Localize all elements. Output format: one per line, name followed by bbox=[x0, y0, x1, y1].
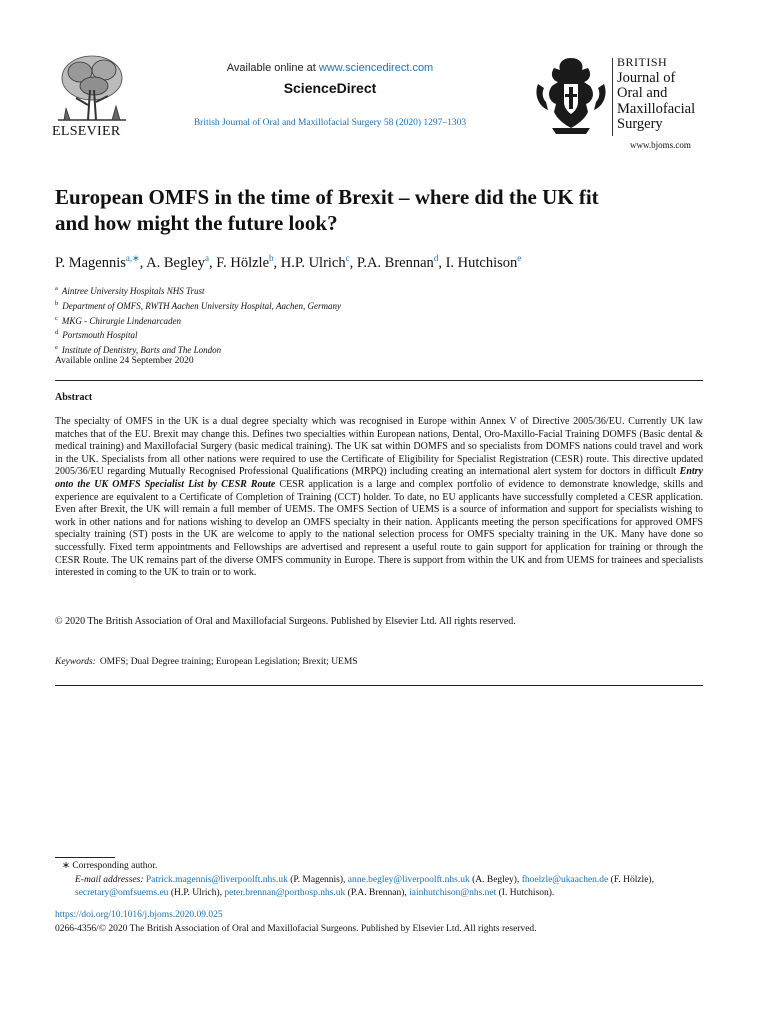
bjoms-crest-icon bbox=[532, 54, 610, 138]
affiliation-key: e bbox=[55, 344, 58, 352]
platform-name: ScienceDirect bbox=[283, 80, 377, 96]
author-affil-link[interactable]: e bbox=[517, 253, 522, 263]
author-affil-link[interactable]: a,∗ bbox=[125, 253, 140, 263]
center-header bbox=[160, 62, 500, 128]
email-link[interactable]: Patrick.magennis@liverpoolft.nhs.uk bbox=[145, 875, 288, 885]
keywords-line bbox=[55, 657, 358, 667]
doi-link[interactable]: https://doi.org/10.1016/j.bjoms.2020.09.025 bbox=[55, 910, 223, 920]
author-affil-link[interactable]: c bbox=[345, 253, 350, 263]
availability-text: Available online at bbox=[226, 62, 319, 74]
author-name: A. Begley bbox=[146, 254, 205, 271]
author-affil-link[interactable]: d bbox=[433, 253, 439, 263]
affiliation-text: Portsmouth Hospital bbox=[62, 330, 138, 341]
author-list: P. Magennis$^{a,∗}$, A. Begley$^a$, F. Hölzle$^b$, H.P. Ulrich$^c$, P.A. Brennan$^d$, I. Hutchison$^e$ bbox=[55, 253, 522, 271]
abstract-top-rule bbox=[55, 380, 703, 381]
available-online-date: Available online 24 September 2020 bbox=[55, 356, 194, 366]
affiliation-key: b bbox=[55, 299, 59, 307]
affiliation-item bbox=[55, 298, 715, 313]
sciencedirect-link[interactable]: www.sciencedirect.com bbox=[318, 62, 434, 74]
author-affil-link[interactable]: a bbox=[204, 253, 209, 263]
corresponding-author-note: ∗ Corresponding author. bbox=[62, 861, 158, 871]
title-line-1: European OMFS in the time of Brexit – where did the UK fit bbox=[55, 185, 599, 209]
affiliation-key: d bbox=[55, 329, 59, 337]
affiliation-item bbox=[55, 342, 715, 357]
affiliation-text: Aintree University Hospitals NHS Trust bbox=[61, 286, 205, 296]
author-affil-link[interactable]: b bbox=[269, 253, 274, 263]
affiliation-text: Department of OMFS, RWTH Aachen University Hospital, Aachen, Germany bbox=[62, 300, 341, 311]
affiliation-key: c bbox=[55, 314, 58, 322]
abstract-body bbox=[55, 416, 703, 580]
footnote-rule bbox=[55, 857, 115, 858]
affiliation-item bbox=[55, 327, 715, 342]
abstract-text: CESR application is a large and complex portfolio of evidence to demonstrate knowledge, skills and experience are equivalent to a Certificate of Completion of Training (CCT) holder. To date, no EU applicants have successfully completed a CESR application. Even after Brexit, the UK will remain a full member of UEMS. The OMFS Section of UEMS is a source of information and support for specialists wishing to work in other nations and for nations wishing to develop an OMFS specialty in their nation. Applicants meeting the person specifications for approved OMFS specialty training (ST) posts in the UK are welcome to apply to the national selection process for OMFS specialty training in the UK. Many have done so successfully. Fixed term appointments and Fellowships are advertised and represent a useful route to gain support for application for training or through the CESR Route. The UK remains part of the diverse OMFS community in Europe. There is support from within the UK and from UEMS for trainees and specialists interested in coming to the UK to train or to work. bbox=[55, 478, 703, 579]
abstract-copyright: © 2020 The British Association of Oral and Maxillofacial Surgeons. Published by Elsevier Ltd. All rights reserved. bbox=[55, 616, 516, 627]
journal-name-line: Maxillofacial bbox=[617, 100, 696, 117]
journal-name-line: Oral and bbox=[617, 85, 668, 101]
email-link[interactable]: anne.begley@liverpoolft.nhs.uk bbox=[347, 875, 470, 885]
author-name: P.A. Brennan bbox=[356, 254, 434, 271]
author-name: F. Hölzle bbox=[216, 254, 270, 271]
affiliation-item bbox=[55, 283, 715, 298]
email-owner: (P.A. Brennan), bbox=[345, 887, 410, 898]
affiliation-text: MKG - Chirurgie Lindenarcaden bbox=[61, 315, 181, 326]
abstract-emphasis: Entry onto the UK OMFS Specialist List by CESR Route bbox=[55, 466, 703, 490]
affiliation-key: a bbox=[55, 285, 58, 292]
email-label: E-mail addresses: bbox=[75, 875, 146, 885]
abstract-text: The specialty of OMFS in the UK is a dual degree specialty which was recognised in Europe within Annex V of Directive 2005/36/EU. Currently UK law matches that of the EU. Brexit may change this. Defines two specialties within European nations, Dental, Oro-Maxillo-Facial Training DOMFS (Basic dental & medical training) and Maxillofacial Surgery (basic medical training). The UK sat within DOMFS and so specialists from DOMFS nations could travel and work in the UK. Specialists from all other nations were required to use the Certificate of Eligibility for Specialist Registration (CESR) route. This directive updated 2005/36/EU regarding Mutually Recognised Professional Qualifications (MRPQ) including creating an international alert system for doctors in difficult bbox=[55, 416, 703, 478]
email-link[interactable]: peter.brennan@porthosp.nhs.uk bbox=[224, 887, 346, 898]
email-owner: (I. Hutchison). bbox=[496, 887, 555, 898]
article-title bbox=[55, 184, 715, 236]
email-owner: (P. Magennis), bbox=[287, 875, 348, 885]
affiliation-item bbox=[55, 313, 715, 328]
affiliation-list bbox=[55, 283, 715, 357]
availability-line bbox=[160, 62, 500, 74]
email-link[interactable]: secretary@omfsuems.eu bbox=[75, 887, 169, 898]
journal-name-line: BRITISH bbox=[617, 55, 668, 69]
journal-name-line: Journal of bbox=[617, 69, 676, 86]
email-owner: (H.P. Ulrich), bbox=[168, 887, 225, 898]
title-line-2: and how might the future look? bbox=[55, 211, 338, 235]
journal-citation[interactable]: British Journal of Oral and Maxillofacial Surgery 58 (2020) 1297–1303 bbox=[193, 118, 467, 128]
abstract-heading: Abstract bbox=[55, 392, 93, 403]
abstract-bottom-rule bbox=[55, 685, 703, 686]
email-owner: (A. Begley), bbox=[469, 875, 522, 885]
issn-copyright: 0266-4356/© 2020 The British Association of Oral and Maxillofacial Surgeons. Published by Elsevier Ltd. All rights reserved. bbox=[55, 924, 537, 934]
author-name: I. Hutchison bbox=[445, 254, 518, 271]
keywords-label: Keywords: bbox=[55, 657, 96, 667]
email-addresses bbox=[55, 874, 703, 900]
author-name: P. Magennis bbox=[55, 254, 126, 271]
email-link[interactable]: fhoelzle@ukaachen.de bbox=[521, 875, 609, 885]
journal-name-line: Surgery bbox=[617, 116, 663, 132]
author-name: H.P. Ulrich bbox=[280, 254, 346, 271]
affiliation-text: Institute of Dentistry, Barts and The London bbox=[61, 345, 222, 356]
email-link[interactable]: iainhutchison@nhs.net bbox=[409, 887, 497, 898]
journal-name-block bbox=[617, 55, 695, 133]
journal-title-divider bbox=[612, 58, 613, 136]
keywords-text: OMFS; Dual Degree training; European Legislation; Brexit; UEMS bbox=[99, 657, 358, 667]
publisher-name: ELSEVIER bbox=[52, 124, 121, 139]
journal-website[interactable]: www.bjoms.com bbox=[630, 140, 691, 150]
email-owner: (F. Hölzle), bbox=[608, 875, 654, 885]
